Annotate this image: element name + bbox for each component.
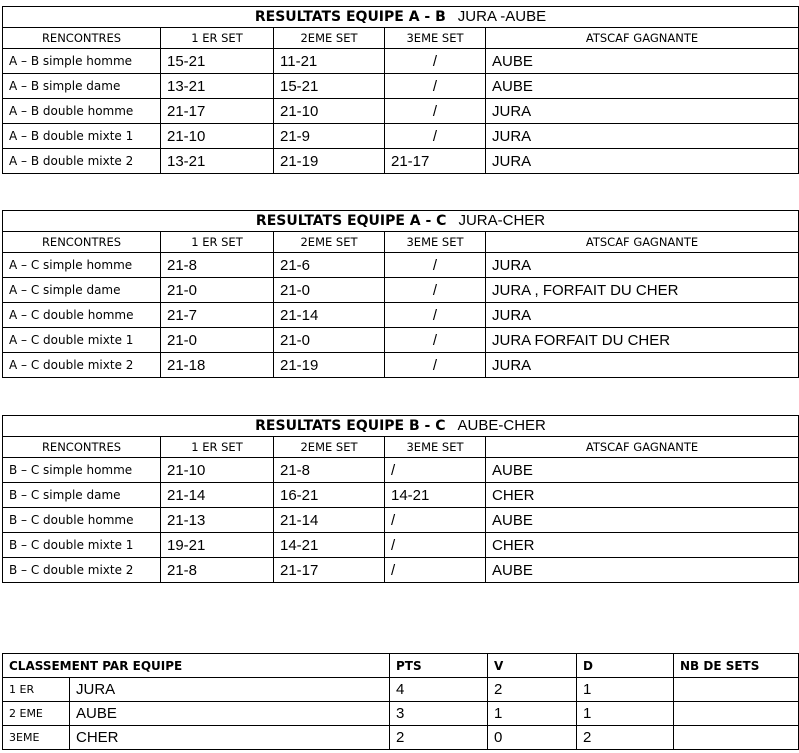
set2-cell: 14-21: [274, 533, 385, 558]
set3-cell: /: [385, 99, 486, 124]
ranking-row: [3, 678, 799, 702]
set2-cell: 21-17: [274, 558, 385, 583]
winner-cell: JURA FORFAIT DU CHER: [486, 328, 799, 353]
winner-cell: JURA: [486, 253, 799, 278]
header-winner: ATSCAF GAGNANTE: [486, 232, 799, 253]
rank-sets: [674, 678, 799, 702]
set3-cell: /: [385, 458, 486, 483]
match-cell: A – C double homme: [3, 303, 161, 328]
winner-cell: CHER: [486, 483, 799, 508]
match-cell: B – C double mixte 2: [3, 558, 161, 583]
match-cell: B – C double mixte 1: [3, 533, 161, 558]
set1-cell: 21-14: [161, 483, 274, 508]
header-winner: ATSCAF GAGNANTE: [486, 437, 799, 458]
header-set1: 1 ER SET: [161, 28, 274, 49]
winner-cell: JURA , FORFAIT DU CHER: [486, 278, 799, 303]
set2-cell: 21-6: [274, 253, 385, 278]
header-rencontres: RENCONTRES: [3, 437, 161, 458]
rank-team: AUBE: [70, 702, 390, 726]
table-title-row: [3, 211, 799, 232]
column-header-row: [3, 437, 799, 458]
ranking-row: [3, 726, 799, 750]
header-set1: 1 ER SET: [161, 232, 274, 253]
set2-cell: 21-9: [274, 124, 385, 149]
table-row: [3, 49, 799, 74]
results-table-a-c: [2, 210, 799, 378]
table-teams-text: JURA-CHER: [458, 212, 546, 229]
set1-cell: 21-8: [161, 253, 274, 278]
table-title-text: RESULTATS EQUIPE B - C: [255, 418, 446, 434]
rank-team: JURA: [70, 678, 390, 702]
results-table-b-c: [2, 415, 799, 583]
rank-v: 1: [488, 702, 577, 726]
table-title: [3, 416, 799, 437]
set2-cell: 21-0: [274, 328, 385, 353]
set3-cell: /: [385, 533, 486, 558]
header-v: V: [488, 654, 577, 678]
set3-cell: /: [385, 49, 486, 74]
match-cell: A – B simple dame: [3, 74, 161, 99]
rank-sets: [674, 726, 799, 750]
set3-cell: /: [385, 303, 486, 328]
table-row: [3, 99, 799, 124]
winner-cell: AUBE: [486, 508, 799, 533]
set1-cell: 21-0: [161, 278, 274, 303]
match-cell: A – B simple homme: [3, 49, 161, 74]
match-cell: A – C simple homme: [3, 253, 161, 278]
winner-cell: JURA: [486, 353, 799, 378]
table-teams-text: AUBE-CHER: [457, 417, 546, 434]
set2-cell: 21-14: [274, 303, 385, 328]
table-row: [3, 253, 799, 278]
winner-cell: AUBE: [486, 458, 799, 483]
set1-cell: 21-13: [161, 508, 274, 533]
set2-cell: 15-21: [274, 74, 385, 99]
table-row: [3, 303, 799, 328]
table-title: [3, 7, 799, 28]
match-cell: A – B double homme: [3, 99, 161, 124]
set1-cell: 21-8: [161, 558, 274, 583]
table-row: [3, 558, 799, 583]
set1-cell: 15-21: [161, 49, 274, 74]
match-cell: A – B double mixte 2: [3, 149, 161, 174]
rank-pts: 2: [390, 726, 488, 750]
set3-cell: /: [385, 558, 486, 583]
header-set1: 1 ER SET: [161, 437, 274, 458]
header-set3: 3EME SET: [385, 232, 486, 253]
table-title-text: RESULTATS EQUIPE A - C: [255, 213, 447, 229]
rank-position: 1 ER: [3, 678, 70, 702]
results-table-a-b: [2, 6, 799, 174]
set2-cell: 21-14: [274, 508, 385, 533]
rank-position: 3EME: [3, 726, 70, 750]
table-row: [3, 278, 799, 303]
set1-cell: 21-7: [161, 303, 274, 328]
winner-cell: AUBE: [486, 49, 799, 74]
table-row: [3, 458, 799, 483]
match-cell: A – C simple dame: [3, 278, 161, 303]
winner-cell: CHER: [486, 533, 799, 558]
set3-cell: /: [385, 278, 486, 303]
table-row: [3, 124, 799, 149]
winner-cell: AUBE: [486, 558, 799, 583]
header-winner: ATSCAF GAGNANTE: [486, 28, 799, 49]
set1-cell: 21-10: [161, 124, 274, 149]
set2-cell: 21-19: [274, 353, 385, 378]
header-set3: 3EME SET: [385, 437, 486, 458]
set3-cell: /: [385, 328, 486, 353]
rank-pts: 3: [390, 702, 488, 726]
match-cell: B – C simple dame: [3, 483, 161, 508]
set2-cell: 21-10: [274, 99, 385, 124]
set2-cell: 21-19: [274, 149, 385, 174]
ranking-row: [3, 702, 799, 726]
set3-cell: /: [385, 353, 486, 378]
match-cell: A – C double mixte 1: [3, 328, 161, 353]
ranking-table: [2, 653, 799, 750]
set2-cell: 21-8: [274, 458, 385, 483]
winner-cell: JURA: [486, 99, 799, 124]
rank-position: 2 EME: [3, 702, 70, 726]
rank-d: 2: [577, 726, 674, 750]
header-d: D: [577, 654, 674, 678]
set1-cell: 13-21: [161, 149, 274, 174]
match-cell: B – C simple homme: [3, 458, 161, 483]
winner-cell: JURA: [486, 149, 799, 174]
column-header-row: [3, 232, 799, 253]
set1-cell: 21-0: [161, 328, 274, 353]
table-title-row: [3, 7, 799, 28]
winner-cell: AUBE: [486, 74, 799, 99]
set2-cell: 11-21: [274, 49, 385, 74]
set2-cell: 21-0: [274, 278, 385, 303]
rank-team: CHER: [70, 726, 390, 750]
match-cell: A – B double mixte 1: [3, 124, 161, 149]
table-row: [3, 328, 799, 353]
table-row: [3, 149, 799, 174]
set1-cell: 21-10: [161, 458, 274, 483]
header-rencontres: RENCONTRES: [3, 232, 161, 253]
winner-cell: JURA: [486, 124, 799, 149]
header-set2: 2EME SET: [274, 437, 385, 458]
rank-d: 1: [577, 678, 674, 702]
match-cell: B – C double homme: [3, 508, 161, 533]
table-row: [3, 533, 799, 558]
set3-cell: 14-21: [385, 483, 486, 508]
ranking-header-row: [3, 654, 799, 678]
match-cell: A – C double mixte 2: [3, 353, 161, 378]
rank-sets: [674, 702, 799, 726]
rank-v: 2: [488, 678, 577, 702]
set1-cell: 21-17: [161, 99, 274, 124]
set3-cell: 21-17: [385, 149, 486, 174]
table-row: [3, 74, 799, 99]
header-nb-sets: NB DE SETS: [674, 654, 799, 678]
set3-cell: /: [385, 508, 486, 533]
header-rencontres: RENCONTRES: [3, 28, 161, 49]
table-title: [3, 211, 799, 232]
set1-cell: 21-18: [161, 353, 274, 378]
header-pts: PTS: [390, 654, 488, 678]
set3-cell: /: [385, 124, 486, 149]
table-row: [3, 483, 799, 508]
column-header-row: [3, 28, 799, 49]
set2-cell: 16-21: [274, 483, 385, 508]
set1-cell: 19-21: [161, 533, 274, 558]
rank-v: 0: [488, 726, 577, 750]
table-title-text: RESULTATS EQUIPE A - B: [254, 9, 446, 25]
table-title-row: [3, 416, 799, 437]
table-row: [3, 508, 799, 533]
rank-pts: 4: [390, 678, 488, 702]
set1-cell: 13-21: [161, 74, 274, 99]
table-teams-text: JURA -AUBE: [457, 8, 547, 25]
header-set2: 2EME SET: [274, 232, 385, 253]
ranking-title: CLASSEMENT PAR EQUIPE: [3, 654, 390, 678]
header-set2: 2EME SET: [274, 28, 385, 49]
set3-cell: /: [385, 74, 486, 99]
table-row: [3, 353, 799, 378]
set3-cell: /: [385, 253, 486, 278]
header-set3: 3EME SET: [385, 28, 486, 49]
winner-cell: JURA: [486, 303, 799, 328]
rank-d: 1: [577, 702, 674, 726]
